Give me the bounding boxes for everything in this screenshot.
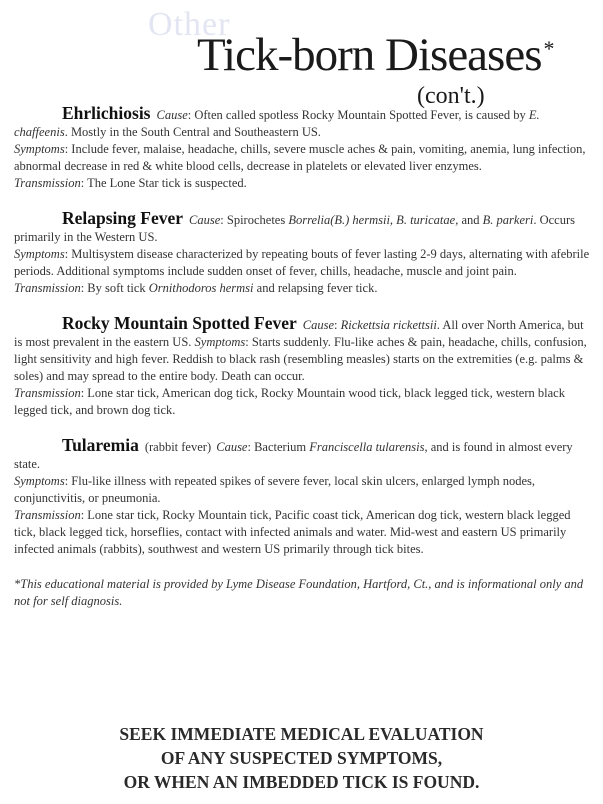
disease-transmission-paragraph (14, 507, 590, 558)
disease-name: Tularemia (62, 435, 139, 455)
disease-cause-paragraph (14, 105, 590, 141)
cause-text: : Often called spotless Rocky Mountain Spotted Fever, is caused by (187, 108, 529, 122)
organism-name: Rickettsia rickettsii (340, 318, 437, 332)
cause-text: . All over North America, but is most prevalent in the eastern US. (14, 318, 584, 349)
disease-transmission-paragraph (14, 280, 590, 297)
disease-cause-paragraph (14, 437, 590, 473)
cause-text: and (458, 213, 483, 227)
disease-section-rocky-mountain-spotted-fever (14, 315, 590, 419)
disease-section-ehrlichiosis (14, 105, 590, 192)
cause-text: : (334, 318, 341, 332)
transmission-label: Transmission (14, 176, 81, 190)
page-subtitle: (con't.) (417, 83, 485, 109)
symptoms-label: Symptoms (194, 335, 246, 349)
cause-text: : Spirochetes (220, 213, 289, 227)
disease-symptoms-paragraph (14, 246, 590, 280)
symptoms-text: : Flu-like illness with repeated spikes of severe fever, local skin ulcers, enlarged lymph nodes, conjunctivitis, or pneumonia. (14, 474, 536, 505)
transmission-text: : The Lone Star tick is suspected. (80, 176, 247, 190)
organism-name: Ornithodoros hermsi (148, 281, 254, 295)
page-title (197, 29, 554, 81)
cause-text: : Bacterium (247, 440, 310, 454)
symptoms-text: : Starts suddenly. Flu-like aches & pain, headache, chills, confusion, light sensitivity and high fever. Reddish to black rash (resembling measles) starts on the extremities (e.g. palms & soles) and may spread to the entire body. Death can occur. (14, 335, 587, 383)
disease-symptoms-paragraph (14, 141, 590, 175)
organism-name: E. chaffeenis (14, 108, 540, 139)
transmission-label: Transmission (14, 386, 81, 400)
symptoms-text: : Multisystem disease characterized by repeating bouts of fever lasting 2-9 days, alternating with afebrile periods. Additional symptoms include sudden onset of fever, chills, headache, muscle and joint pain. (14, 247, 590, 278)
disclaimer-note: *This educational material is provided by Lyme Disease Foundation, Hartford, Ct., and is informational only and not for self diagnosis. (14, 577, 584, 608)
disease-transmission-paragraph (14, 385, 590, 419)
transmission-text: : Lone star tick, Rocky Mountain tick, Pacific coast tick, American dog tick, western black legged tick, black legged tick, horseflies, contact with infected animals and water. Mid-west and eastern US primarily infected animals (rabbits), southwest and western US primarily through tick bites. (14, 508, 571, 556)
cause-label: Cause (216, 440, 248, 454)
cause-text: . Occurs primarily in the Western US. (14, 213, 575, 244)
cause-label: Cause (189, 213, 221, 227)
disease-cause-paragraph (14, 210, 590, 246)
disease-symptoms-paragraph (14, 473, 590, 507)
warning-line: OF ANY SUSPECTED SYMPTOMS, (160, 748, 443, 768)
symptoms-label: Symptoms (14, 247, 65, 261)
watermark-text: Other (148, 6, 231, 43)
warning-line: OR WHEN AN IMBEDDED TICK IS FOUND. (123, 772, 480, 792)
disease-section-relapsing-fever (14, 210, 590, 297)
disease-transmission-paragraph (14, 175, 590, 192)
cause-label: Cause (302, 318, 335, 332)
disease-cause-paragraph (14, 315, 590, 385)
transmission-label: Transmission (14, 508, 81, 522)
transmission-text: and relapsing fever tick. (253, 281, 378, 295)
cause-text: , and is found in almost every state. (14, 440, 573, 471)
disease-list (14, 105, 590, 610)
disease-section-tularemia (14, 437, 590, 558)
transmission-text: : By soft tick (80, 281, 149, 295)
disease-name: Relapsing Fever (62, 208, 184, 228)
cause-text: . Mostly in the South Central and Southeastern US. (64, 125, 321, 139)
disease-alias: (rabbit fever) (144, 440, 212, 454)
cause-label: Cause (156, 108, 188, 122)
organism-name: Borrelia(B.) hermsii, B. turicatae, (288, 213, 459, 227)
disease-name: Rocky Mountain Spotted Fever (62, 313, 297, 333)
organism-name: Franciscella tularensis (309, 440, 425, 454)
transmission-text: : Lone star tick, American dog tick, Rocky Mountain wood tick, black legged tick, western black legged tick, and brown dog tick. (14, 386, 565, 417)
symptoms-label: Symptoms (14, 474, 65, 488)
transmission-label: Transmission (14, 281, 81, 295)
symptoms-label: Symptoms (14, 142, 65, 156)
symptoms-text: : Include fever, malaise, headache, chills, severe muscle aches & pain, vomiting, anemia, lung infection, abnormal decrease in red & white blood cells, decrease in platelets or elevated liver enzymes. (14, 142, 586, 173)
medical-warning (0, 722, 603, 794)
disease-name: Ehrlichiosis (62, 103, 151, 123)
organism-name: B. parkeri (482, 213, 534, 227)
warning-line: SEEK IMMEDIATE MEDICAL EVALUATION (119, 724, 484, 744)
page-title-text: Tick-born Diseases (197, 29, 542, 81)
title-asterisk: * (543, 36, 554, 61)
